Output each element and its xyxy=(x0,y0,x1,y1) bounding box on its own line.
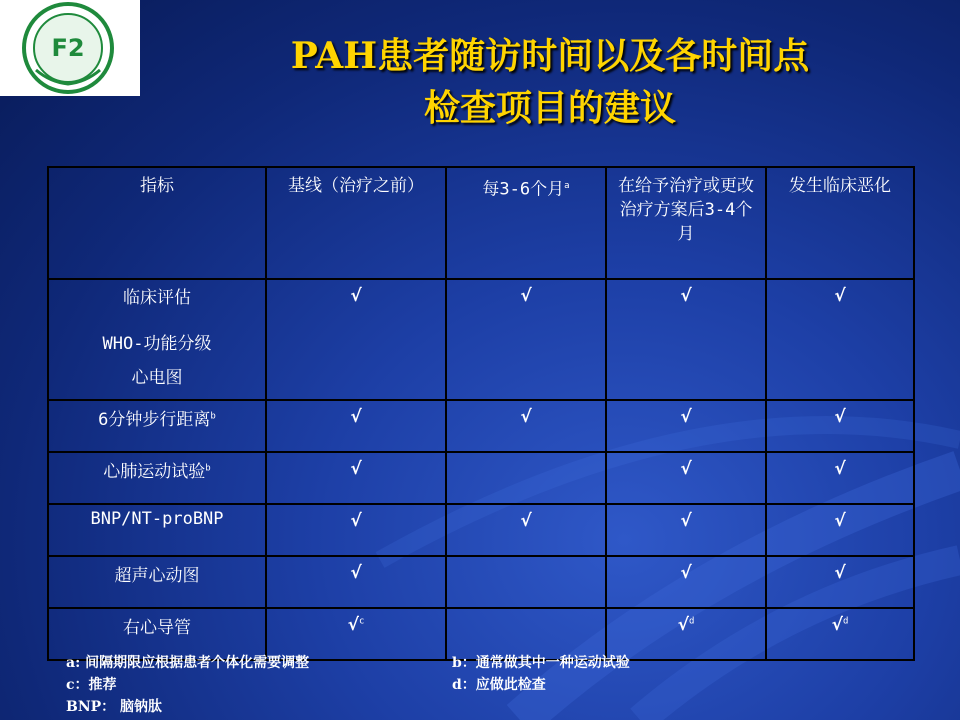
check-cell: √ xyxy=(266,452,446,504)
hospital-logo xyxy=(0,0,140,96)
check-cell: √ xyxy=(766,452,914,504)
check-cell: √$^c$ xyxy=(266,608,446,660)
check-cell: √ xyxy=(446,400,606,452)
check-cell: √ xyxy=(766,400,914,452)
header-cell: 发生临床恶化 xyxy=(766,167,914,279)
check-cell: √ xyxy=(606,556,766,608)
check-cell xyxy=(446,452,606,504)
check-cell: √ xyxy=(606,452,766,504)
logo-label: F2 xyxy=(51,34,85,62)
title-line-1: PAH患者随访时间以及各时间点 xyxy=(290,35,810,77)
emblem-icon xyxy=(0,0,140,96)
check-cell: √$^d$ xyxy=(766,608,914,660)
header-cell: 每3-6个月$^a$ xyxy=(446,167,606,279)
check-cell: √$^d$ xyxy=(606,608,766,660)
check-cell xyxy=(446,556,606,608)
follow-up-table xyxy=(47,166,915,661)
indicator-cell: 心肺运动试验$^b$ xyxy=(48,452,266,504)
check-cell: √ xyxy=(266,556,446,608)
table-row xyxy=(48,556,914,608)
table-row xyxy=(48,504,914,556)
indicator-cell: 右心导管 xyxy=(48,608,266,660)
footnote-bnp: BNP： 脑钠肽 xyxy=(66,699,163,715)
page-title xyxy=(170,30,930,134)
header-cell: 基线（治疗之前） xyxy=(266,167,446,279)
header-cell: 在给予治疗或更改治疗方案后3-4个月 xyxy=(606,167,766,279)
check-cell: √ xyxy=(266,279,446,400)
check-cell: √ xyxy=(266,504,446,556)
table-row xyxy=(48,400,914,452)
check-cell: √ xyxy=(446,504,606,556)
footnote-a: a: 间隔期限应根据患者个体化需要调整 xyxy=(66,655,310,671)
check-cell: √ xyxy=(606,400,766,452)
title-line-2: 检查项目的建议 xyxy=(423,87,676,129)
indicator-cell: 6分钟步行距离$^b$ xyxy=(48,400,266,452)
table-header-row xyxy=(48,167,914,279)
footnote-d: d：应做此检查 xyxy=(452,677,546,693)
check-cell: √ xyxy=(606,504,766,556)
check-cell: √ xyxy=(766,279,914,400)
check-cell: √ xyxy=(606,279,766,400)
indicator-cell: 超声心动图 xyxy=(48,556,266,608)
table-row xyxy=(48,279,914,400)
check-cell: √ xyxy=(446,279,606,400)
table-row xyxy=(48,452,914,504)
indicator-cell: BNP/NT-proBNP xyxy=(48,504,266,556)
check-cell: √ xyxy=(766,556,914,608)
check-cell: √ xyxy=(266,400,446,452)
footnote-b: b：通常做其中一种运动试验 xyxy=(452,655,630,671)
header-cell: 指标 xyxy=(48,167,266,279)
check-cell: √ xyxy=(766,504,914,556)
indicator-cell: 临床评估 WHO-功能分级 心电图 xyxy=(48,279,266,400)
footnote-c: c：推荐 xyxy=(66,677,117,693)
